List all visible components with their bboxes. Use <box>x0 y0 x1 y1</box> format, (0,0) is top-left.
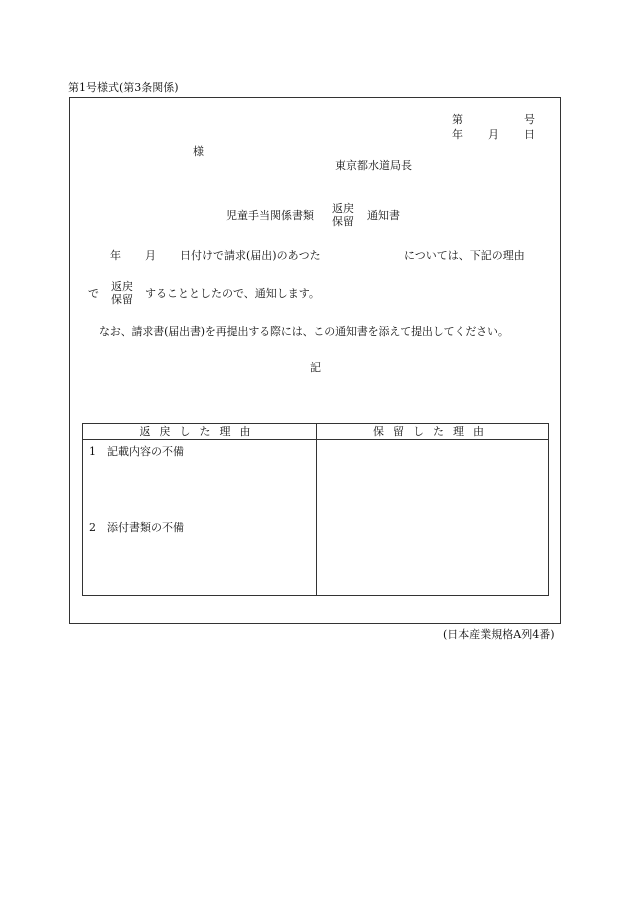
reason-1-text: 記載内容の不備 <box>107 445 184 458</box>
reason-2-number: 2 <box>89 521 96 534</box>
title-option-hold: 保留 <box>332 215 354 228</box>
header-return-reason: 返戻した理由 <box>139 425 260 438</box>
body-line1-tail: については、下記の理由 <box>404 249 525 262</box>
table-column-divider <box>316 424 317 595</box>
header-hold-reason: 保留した理由 <box>373 425 493 438</box>
reasons-table <box>82 423 549 596</box>
body-line2-text: することとしたので、通知します。 <box>145 287 320 300</box>
table-header-divider <box>83 439 548 440</box>
date-day: 日 <box>524 128 535 141</box>
body-line1-year: 年 <box>110 249 121 262</box>
form-label: 第1号様式(第3条関係) <box>68 81 179 94</box>
date-month: 月 <box>488 128 499 141</box>
number-suffix: 号 <box>524 113 535 126</box>
addressee-honorific: 様 <box>193 145 204 158</box>
title-suffix: 通知書 <box>367 209 400 222</box>
body-line1-text: 日付けで請求(届出)のあつた <box>180 249 321 262</box>
title-prefix: 児童手当関係書類 <box>226 209 314 222</box>
body-line3: なお、請求書(届出書)を再提出する際には、この通知書を添えて提出してください。 <box>99 325 509 338</box>
body-option-hold: 保留 <box>111 293 133 306</box>
date-year: 年 <box>452 128 463 141</box>
ki-label: 記 <box>310 361 321 374</box>
body-option-stack <box>111 280 133 306</box>
body-line1-month: 月 <box>145 249 156 262</box>
body-line2-prefix: で <box>88 287 99 300</box>
reason-2-text: 添付書類の不備 <box>107 521 184 534</box>
title-option-return: 返戻 <box>332 202 354 215</box>
number-prefix: 第 <box>452 113 463 126</box>
body-option-return: 返戻 <box>111 280 133 293</box>
reason-1-number: 1 <box>89 445 96 458</box>
sender-name: 東京都水道局長 <box>335 159 412 172</box>
paper-size-note: (日本産業規格A列4番) <box>443 628 555 641</box>
title-option-stack <box>332 202 354 228</box>
